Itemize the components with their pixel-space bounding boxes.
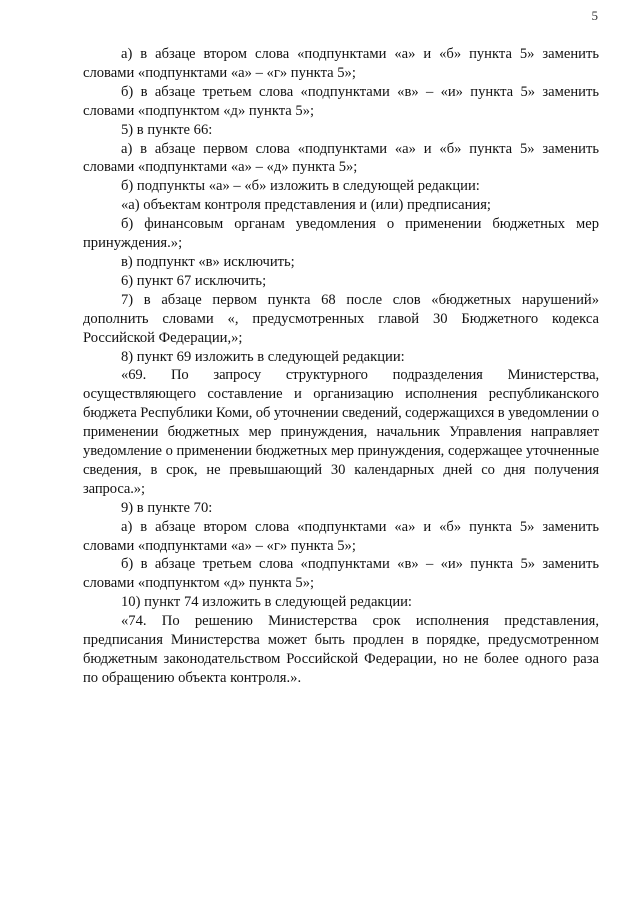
paragraph-1: а) в абзаце втором слова «подпунктами «а» и «б» пункта 5» заменить словами «подпунктами «а» – «г» пункта 5»; <box>83 46 599 81</box>
paragraph-2: б) в абзаце третьем слова «подпунктами «в» – «и» пункта 5» заменить словами «подпунктом «д» пункта 5»; <box>83 83 599 119</box>
paragraph-7: б) финансовым органам уведомления о применении бюджетных мер принуждения.»; <box>83 216 599 252</box>
paragraph-9: 6) пункт 67 исключить; <box>121 272 267 289</box>
paragraph-14: а) в абзаце втором слова «подпунктами «а» и «б» пункта 5» заменить словами «подпунктами «а» – «г» пункта 5»; <box>83 518 599 554</box>
page-number: 5 <box>591 8 598 23</box>
paragraph-5: б) подпункты «а» – «б» изложить в следующей редакции: <box>121 178 480 195</box>
paragraph-4: а) в абзаце первом слова «подпунктами «а» и «б» пункта 5» заменить словами «подпунктами «а» – «д» пункта 5»; <box>83 140 599 176</box>
paragraph-3: 5) в пункте 66: <box>121 121 213 138</box>
paragraph-17: «74. По решению Министерства срок исполнения представления, предписания Министерства может быть продлен в порядке, предусмотренном бюджетным законодательством Российской Федерации, но не более одного раза по обращению объекта контроля.». <box>83 613 599 686</box>
paragraph-12: «69. По запросу структурного подразделения Министерства, осуществляющего составление и организацию исполнения республиканского бюджета Республики Коми, об уточнении сведений, содержащихся в уведомлении о применении бюджетных мер принуждения, начальник Управления направляет уведомление о применении бюджетных мер принуждения, содержащее уточненные сведения, в срок, не превышающий 30 календарных дней со дня получения запроса.»; <box>83 367 599 497</box>
paragraph-11: 8) пункт 69 изложить в следующей редакции: <box>121 348 405 365</box>
paragraph-13: 9) в пункте 70: <box>121 499 213 516</box>
document-body <box>83 45 599 688</box>
paragraph-8: в) подпункт «в» исключить; <box>121 253 295 270</box>
paragraph-16: 10) пункт 74 изложить в следующей редакции: <box>121 594 412 611</box>
paragraph-10: 7) в абзаце первом пункта 68 после слов «бюджетных нарушений» дополнить словами «, предусмотренных главой 30 Бюджетного кодекса Российской Федерации,»; <box>83 291 599 346</box>
paragraph-6: «а) объектам контроля представления и (или) предписания; <box>121 197 491 214</box>
paragraph-15: б) в абзаце третьем слова «подпунктами «в» – «и» пункта 5» заменить словами «подпунктом «д» пункта 5»; <box>83 556 599 592</box>
